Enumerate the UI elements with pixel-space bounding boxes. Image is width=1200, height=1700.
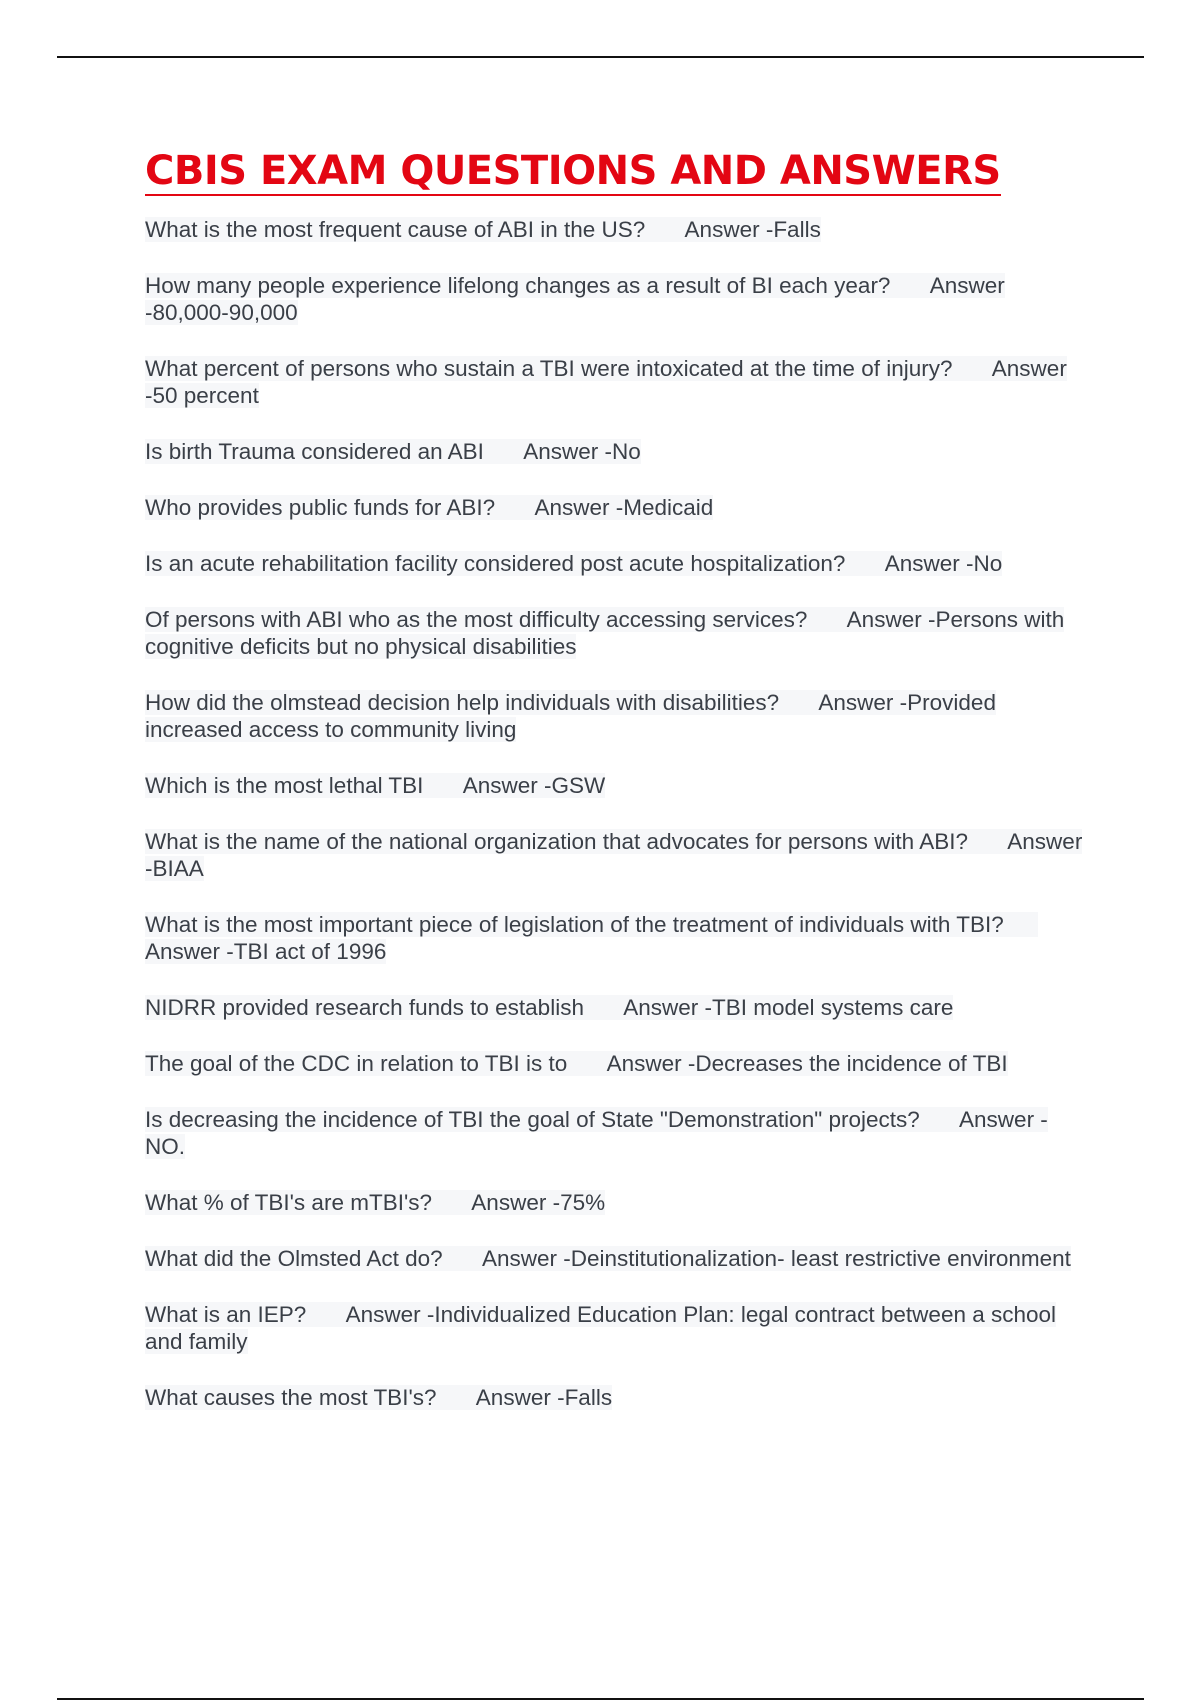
answer-text: Answer -Deinstitutionalization- least restrictive environment <box>481 1246 1071 1271</box>
answer-text: Answer -Individualized Education Plan: legal contract between a school and family <box>145 1302 1057 1354</box>
qa-item <box>145 1106 1085 1160</box>
qa-text <box>145 1051 1008 1076</box>
qa-text <box>145 1385 612 1410</box>
qa-text <box>145 273 1005 325</box>
qa-item <box>145 772 1085 799</box>
question-text: What percent of persons who sustain a TBI were intoxicated at the time of injury? <box>145 356 953 381</box>
qa-item <box>145 272 1085 326</box>
qa-item <box>145 355 1085 409</box>
qa-item <box>145 550 1085 577</box>
answer-text: Answer -50 percent <box>145 356 1067 408</box>
answer-text: Answer -Medicaid <box>534 495 714 520</box>
qa-text <box>145 551 1002 576</box>
question-text: Is decreasing the incidence of TBI the goal of State "Demonstration" projects? <box>145 1107 920 1132</box>
qa-text <box>145 995 953 1020</box>
question-text: Of persons with ABI who as the most difficulty accessing services? <box>145 607 808 632</box>
question-text: The goal of the CDC in relation to TBI is to <box>145 1051 568 1076</box>
question-text: Which is the most lethal TBI <box>145 773 424 798</box>
qa-item <box>145 911 1085 965</box>
qa-text <box>145 495 713 520</box>
document-body <box>145 148 1085 1440</box>
answer-text: Answer -Falls <box>475 1385 613 1410</box>
qa-text <box>145 690 996 742</box>
qa-text <box>145 607 1064 659</box>
question-text: How many people experience lifelong changes as a result of BI each year? <box>145 273 891 298</box>
answer-text: Answer -Provided increased access to community living <box>145 690 996 742</box>
question-text: NIDRR provided research funds to establish <box>145 995 584 1020</box>
qa-list <box>145 216 1085 1411</box>
qa-text <box>145 356 1067 408</box>
qa-item <box>145 1245 1085 1272</box>
qa-item <box>145 1384 1085 1411</box>
qa-item <box>145 216 1085 243</box>
document-title: CBIS EXAM QUESTIONS AND ANSWERS <box>145 148 1001 194</box>
qa-text <box>145 1302 1056 1354</box>
answer-text: Answer -Persons with cognitive deficits but no physical disabilities <box>145 607 1065 659</box>
question-text: Who provides public funds for ABI? <box>145 495 496 520</box>
answer-text: Answer -NO. <box>145 1107 1048 1159</box>
question-text: What is the name of the national organization that advocates for persons with ABI? <box>145 829 968 854</box>
answer-text: Answer -GSW <box>462 773 606 798</box>
answer-text: Answer -BIAA <box>145 829 1083 881</box>
qa-item <box>145 1301 1085 1355</box>
question-text: Is an acute rehabilitation facility considered post acute hospitalization? <box>145 551 846 576</box>
qa-item <box>145 994 1085 1021</box>
qa-text <box>145 217 821 242</box>
question-text: How did the olmstead decision help individuals with disabilities? <box>145 690 780 715</box>
answer-text: Answer -No <box>523 439 641 464</box>
qa-text <box>145 439 641 464</box>
qa-text <box>145 773 605 798</box>
question-text: What % of TBI's are mTBI's? <box>145 1190 433 1215</box>
answer-text: Answer -TBI model systems care <box>623 995 954 1020</box>
answer-text: Answer -Decreases the incidence of TBI <box>606 1051 1008 1076</box>
qa-text <box>145 912 1038 964</box>
answer-text: Answer -80,000-90,000 <box>145 273 1005 325</box>
qa-text <box>145 1107 1048 1159</box>
answer-text: Answer -TBI act of 1996 <box>145 939 387 964</box>
question-text: What is the most important piece of legislation of the treatment of individuals with TBI? <box>145 912 1004 937</box>
question-text: What is the most frequent cause of ABI in the US? <box>145 217 646 242</box>
question-text: Is birth Trauma considered an ABI <box>145 439 484 464</box>
qa-item <box>145 494 1085 521</box>
question-text: What causes the most TBI's? <box>145 1385 437 1410</box>
qa-item <box>145 606 1085 660</box>
answer-text: Answer -75% <box>471 1190 606 1215</box>
qa-item <box>145 1189 1085 1216</box>
answer-text: Answer -Falls <box>684 217 821 242</box>
qa-item <box>145 438 1085 465</box>
answer-text: Answer -No <box>884 551 1003 576</box>
question-text: What is an IEP? <box>145 1302 307 1327</box>
question-text: What did the Olmsted Act do? <box>145 1246 443 1271</box>
qa-item <box>145 1050 1085 1077</box>
qa-item <box>145 828 1085 882</box>
header-rule <box>57 56 1144 58</box>
qa-text <box>145 829 1082 881</box>
qa-item <box>145 689 1085 743</box>
qa-text <box>145 1246 1071 1271</box>
qa-text <box>145 1190 605 1215</box>
